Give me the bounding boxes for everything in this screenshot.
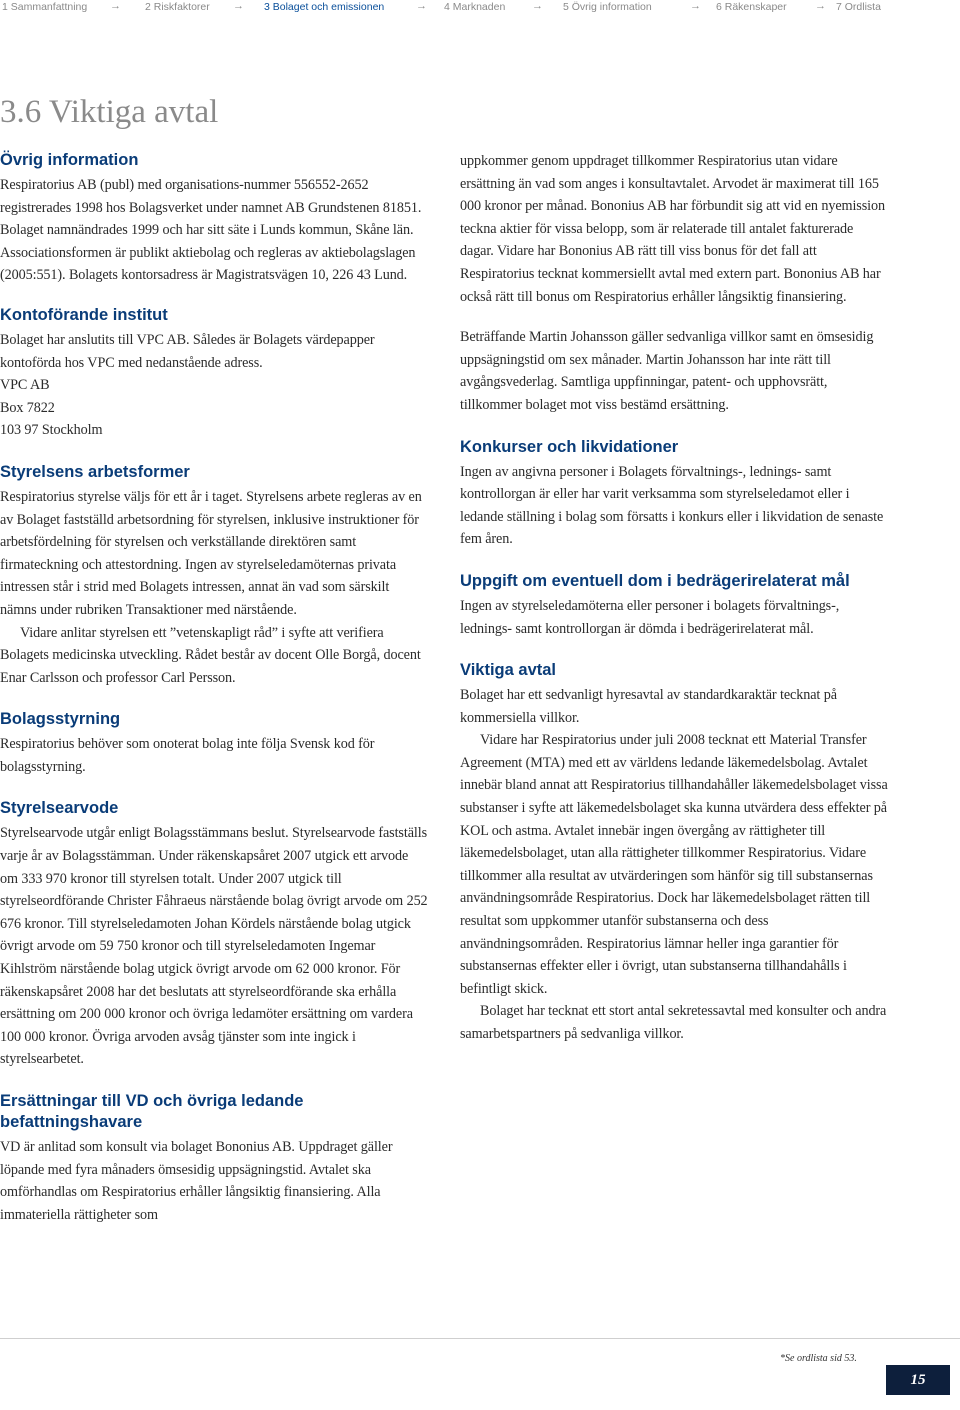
nav-item-rakenskaper[interactable]: 6 Räkenskaper: [716, 1, 787, 13]
arrow-right-icon: →: [815, 0, 826, 12]
heading-ovrig-information: Övrig information: [0, 151, 139, 169]
heading-viktiga-avtal: Viktiga avtal: [460, 661, 556, 680]
arrow-right-icon: →: [416, 0, 427, 12]
paragraph: Bolaget har ett sedvanligt hyresavtal av standardkaraktär tecknat på kommersiella villkor.: [460, 687, 837, 726]
paragraph: Vidare anlitar styrelsen ett ”vetenskapligt råd” i syfte att verifiera Bolagets medicinska utveckling. Rådet består av docent Olle Borgå, docent Enar Carlsson och professor Carl Persson.: [0, 624, 421, 686]
paragraph: VD är anlitad som konsult via bolaget Bononius AB. Uppdraget gäller löpande med fyra månaders ömsesidig uppsägningstid. Avtalet ska omförhandlas om Respiratorius erhåller långsiktig finansiering. Alla immateriella rättigheter som: [0, 1139, 393, 1223]
left-column: [0, 150, 428, 1226]
heading-uppgift-om-dom: Uppgift om eventuell dom i bedrägerirelaterat mål: [460, 571, 850, 590]
nav-item-sammanfattning[interactable]: 1 Sammanfattning: [2, 1, 88, 13]
paragraph: Styrelsearvode utgår enligt Bolagsstämmans beslut. Styrelsearvode fastställs varje år av Bolagsstämman. Under räkenskapsåret 2007 utgick ett arvode om 333 970 kronor till styrelsen totalt. Under 2007 utgick till styrelseordförande Christer Fåhraeus närstående bolag övrigt arvode om 252 676 kronor. Till styrelseledamoten Johan Kördels närstående bolag utgick övrigt arvode om 59 750 kronor och till styrelseledamoten Ingemar Kihlström närstående bolag utgick övrigt arvode om 62 000 kronor. För räkenskapsåret 2008 har det beslutats att styrelseordförande ska erhålla ersättning om 200 000 kronor och övriga ledamöter ersättning om vardera 100 000 kronor. Övriga arvoden avsåg tjänster som inte ingick i styrelsearbetet.: [0, 825, 428, 1068]
heading-styrelsearvode: Styrelsearvode: [0, 799, 119, 818]
arrow-right-icon: →: [233, 0, 244, 12]
heading-ersattningar-vd: Ersättningar till VD och övriga ledande befattningshavare: [0, 1092, 304, 1131]
address-line: 103 97 Stockholm: [0, 422, 103, 439]
nav-item-ovrig-information[interactable]: 5 Övrig information: [563, 1, 652, 13]
arrow-right-icon: →: [532, 0, 543, 12]
heading-kontoforande-institut: Kontoförande institut: [0, 305, 168, 324]
paragraph: Respiratorius behöver som onoterat bolag inte följa Svensk kod för bolagsstyrning.: [0, 736, 375, 775]
paragraph: uppkommer genom uppdraget tillkommer Respiratorius utan vidare ersättning än vad som anges i konsultavtalet. Arvodet är maximerat till 165 000 kronor per månad. Bononius AB har förbundit sig att vid en nyemission teckna aktier för vissa belopp, som är relaterade till antalet fakturerade dagar. Vidare har Bononius AB rätt till viss bonus för det fall att Respiratorius tecknat kommersiellt avtal med extern part. Bononius AB har också rätt till bonus om Respiratorius erhåller långsiktig finansiering.: [460, 153, 885, 305]
page-number: 15: [886, 1365, 950, 1395]
paragraph: Ingen av angivna personer i Bolagets förvaltnings-, lednings- samt kontrollorgan är eller har varit verksamma som styrelseledamot eller i ledande ställning i bolag som försatts i konkurs eller i likvidation de senaste fem åren.: [460, 463, 884, 548]
heading-styrelsens-arbetsformer: Styrelsens arbetsformer: [0, 462, 190, 481]
nav-item-riskfaktorer[interactable]: 2 Riskfaktorer: [145, 1, 210, 13]
nav-item-bolaget-och-emissionen[interactable]: 3 Bolaget och emissionen: [264, 1, 385, 13]
paragraph: Bolaget har tecknat ett stort antal sekretessavtal med konsulter och andra samarbetspartners på sedvanliga villkor.: [460, 1003, 887, 1042]
arrow-right-icon: →: [110, 0, 121, 12]
heading-bolagsstyrning: Bolagsstyrning: [0, 710, 121, 729]
footer-rule: [0, 1338, 960, 1339]
chapter-navigation: [0, 0, 960, 16]
address-line: VPC AB: [0, 377, 50, 394]
nav-item-ordlista[interactable]: 7 Ordlista: [836, 1, 881, 13]
paragraph: Vidare har Respiratorius under juli 2008 tecknat ett Material Transfer Agreement (MTA) med ett av världens ledande läkemedelsbolag. Avtalet innebär bland annat att Respiratorius tillhandahåller läkemedelsbolaget vissa substanser i syfte att läkemedelsbolaget ska kunna utvärdera dess effekter på KOL och astma. Avtalet innebär ingen övergång av rättigheter till läkemedelsbolaget, utan alla rättigheter tillkommer Respiratorius. Vidare tillkommer alla resultat av utvärderingen som hänför sig till substansernas användningsområde Respiratorius. Dock har läkemedelsbolaget rätten till resultat som uppkommer utanför substanserna och dess användningsområden. Respiratorius lämnar heller inga garantier för substansernas effekter eller i övrigt, utan substanserna tillhandahålls i befintligt skick.: [460, 732, 888, 997]
paragraph: Beträffande Martin Johansson gäller sedvanliga villkor samt en ömsesidig uppsägningstid om sex månader. Martin Johansson har inte rätt till avgångsvederlag. Samtliga uppfinningar, patent- och upphovsrätt, tillkommer bolaget mot viss bestämd ersättning.: [460, 329, 874, 413]
nav-item-marknaden[interactable]: 4 Marknaden: [444, 1, 506, 13]
section-title: 3.6 Viktiga avtal: [0, 94, 219, 130]
paragraph: Respiratorius styrelse väljs för ett år i taget. Styrelsens arbete regleras av en av Bolaget fastställd arbetsordning för styrelsen, inklusive instruktioner för arbetsfördelning för styrelsen och verkställande direktören samt firmateckning och attestordning. Ingen av styrelseledamöternas privata intressen står i strid med Bolagets intressen, annat än vad som särskilt nämns under rubriken Transaktioner med närstående.: [0, 488, 422, 618]
address-line: Box 7822: [0, 399, 55, 416]
paragraph: Bolaget har anslutits till VPC AB. Således är Bolagets värdepapper kontoförda hos VPC med nedanstående adress.: [0, 331, 375, 371]
paragraph: Ingen av styrelseledamöterna eller personer i bolagets förvaltnings-, lednings- samt kontrollorgan är dömda i bedrägerirelaterat mål.: [460, 597, 840, 637]
heading-konkurser-och-likvidationer: Konkurser och likvidationer: [460, 437, 679, 456]
arrow-right-icon: →: [690, 0, 701, 12]
paragraph: Respiratorius AB (publ) med organisations-nummer 556552-2652 registrerades 1998 hos Bolagsverket under namnet AB Grundstenen 81851. Bolaget namnändrades 1999 och har sitt säte i Lunds kommun, Skåne län. Associationsformen är publikt aktiebolag och regleras av aktiebolagslagen (2005:551). Bolagets kontorsadress är Magistratsvägen 10, 226 43 Lund.: [0, 177, 422, 284]
right-column: [460, 150, 888, 1046]
footnote: *Se ordlista sid 53.: [780, 1353, 857, 1364]
